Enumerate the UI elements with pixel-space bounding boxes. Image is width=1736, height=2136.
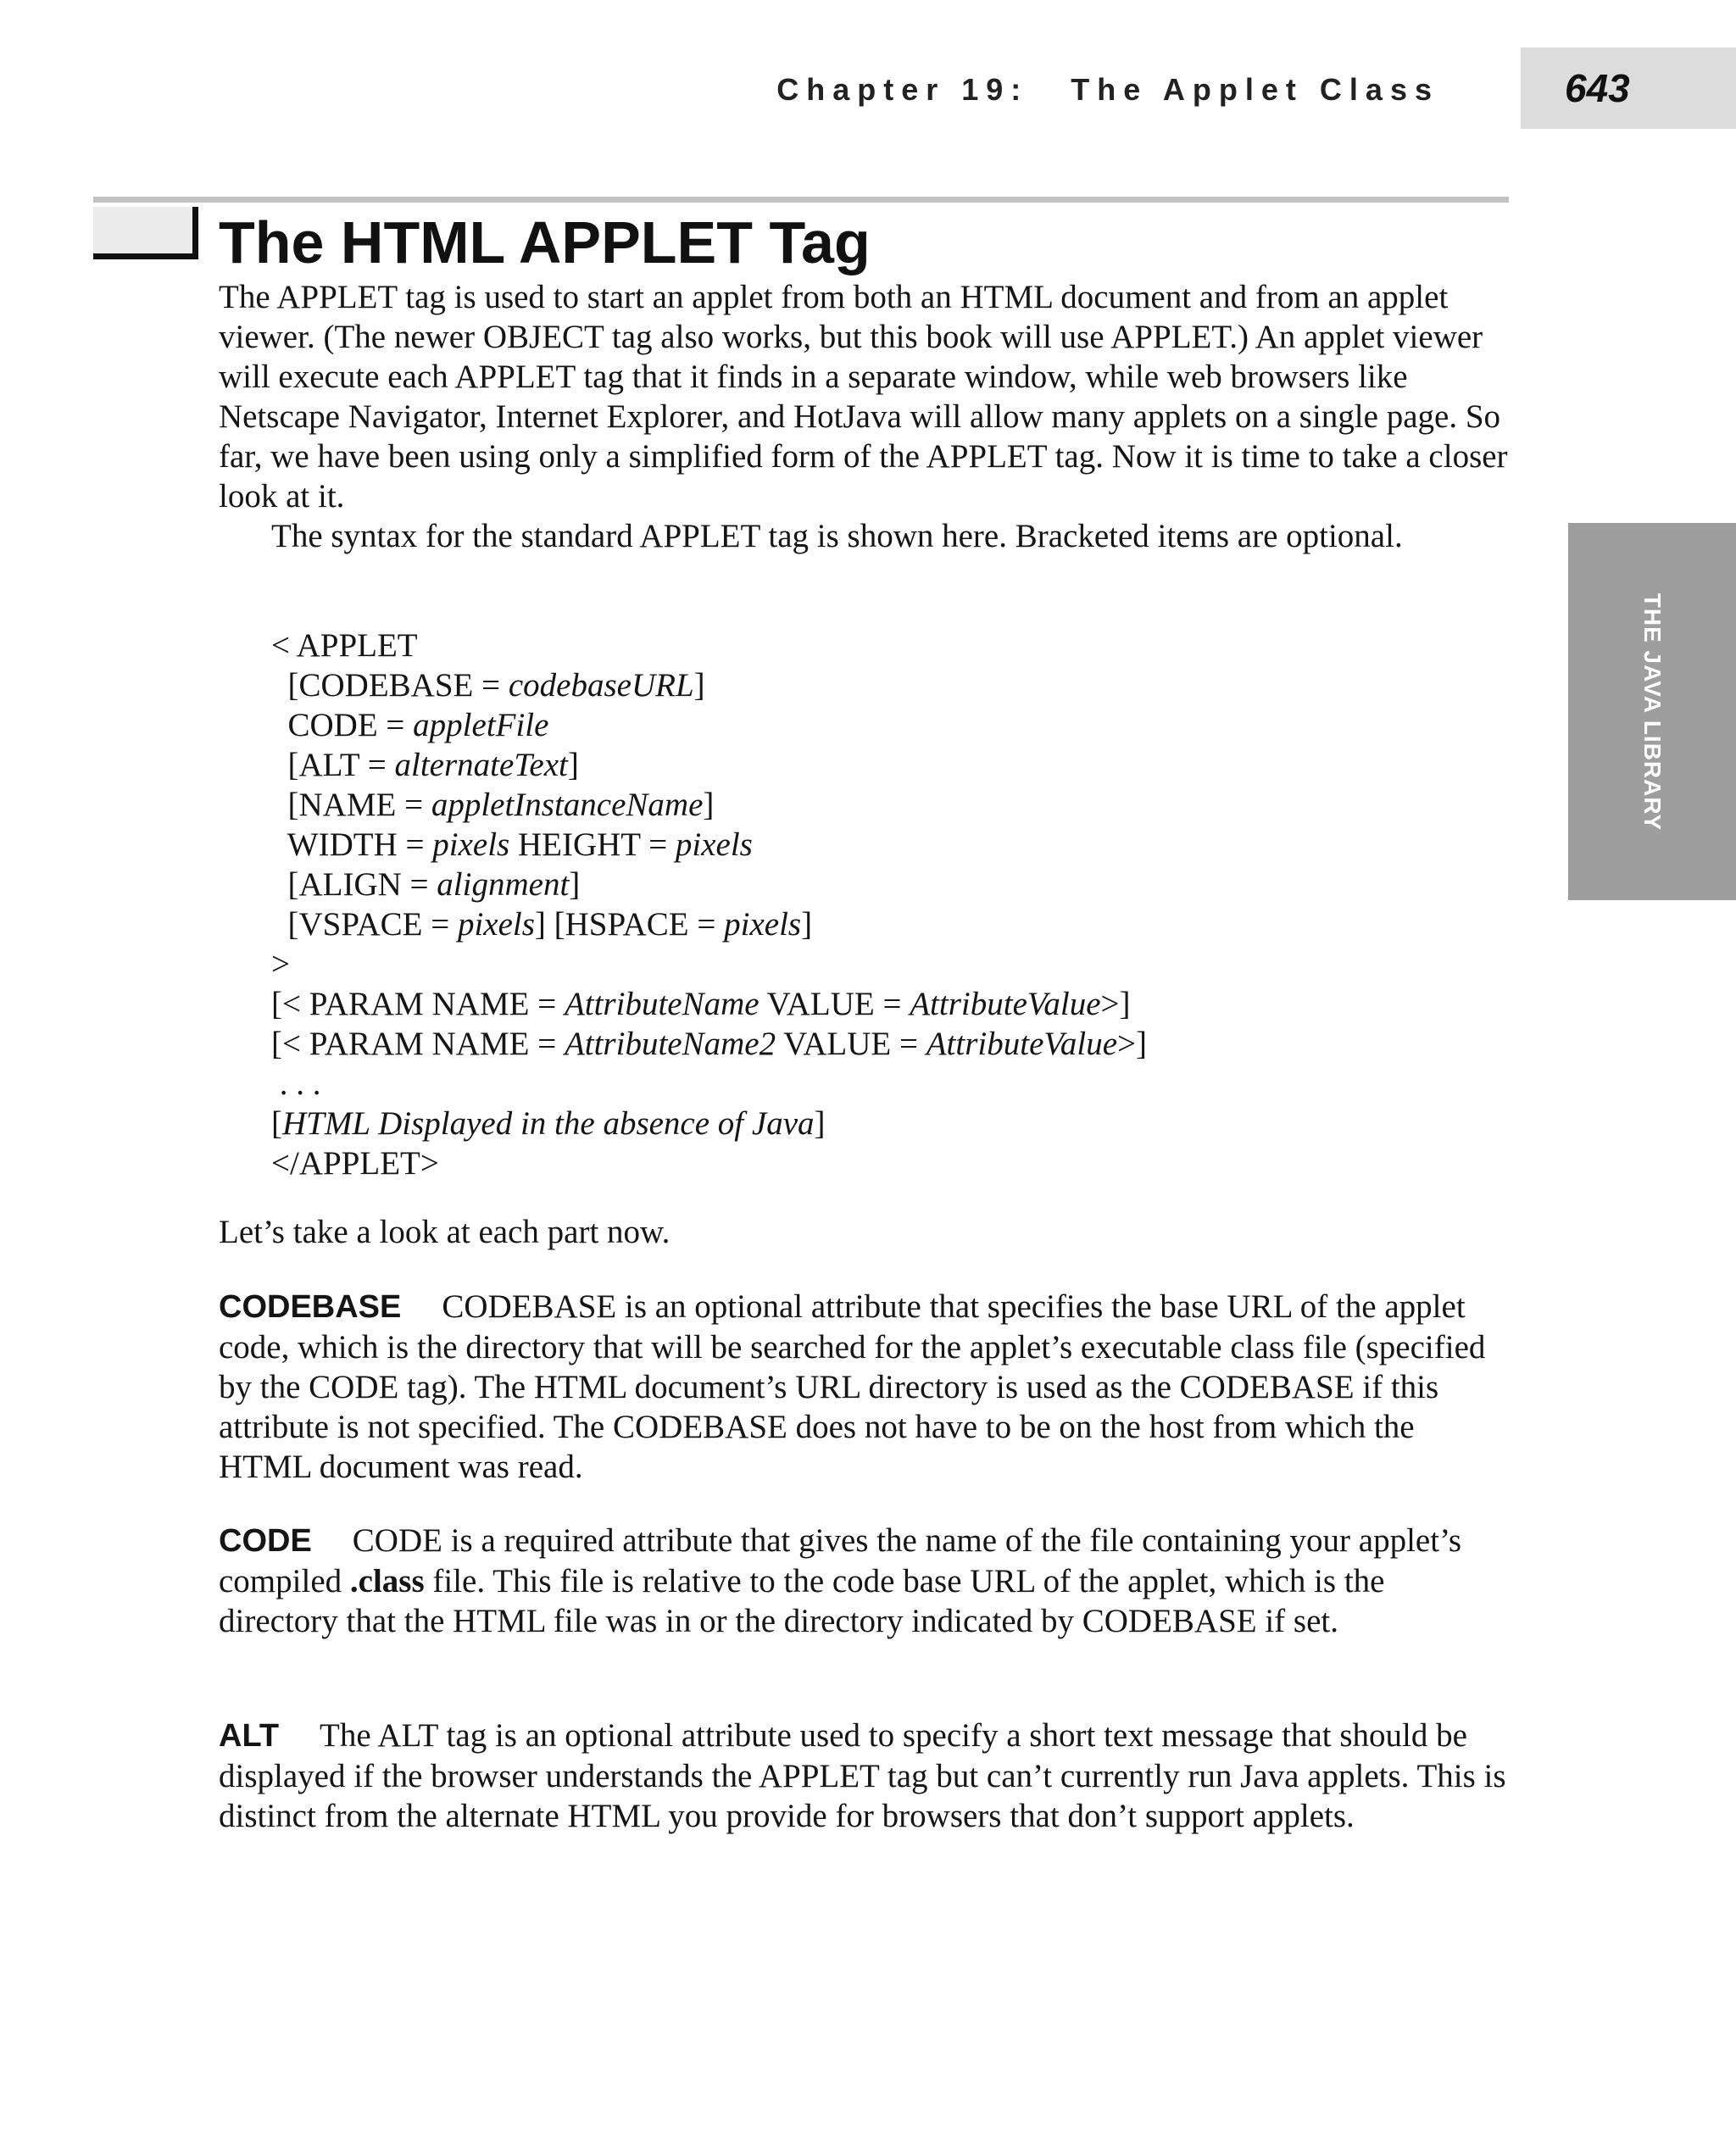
lead-sentence: Let’s take a look at each part now. xyxy=(219,1214,670,1250)
syntax-line: </APPLET> xyxy=(271,1145,439,1182)
class-extension: .class xyxy=(349,1563,425,1599)
page-number: 643 xyxy=(1521,47,1736,129)
codebase-description: CODEBASE is an optional attribute that specifies the base URL of the applet code, which is the directory that will be searched for the applet’s executable class file (specified by the CODE tag). The HTML document’s URL directory is used as the CODEBASE if this attribute is not specified. The CODEBASE does not have to be on the host from which the HTML document was read. xyxy=(219,1288,1486,1485)
side-thumb-tab-label: THE JAVA LIBRARY xyxy=(1639,592,1666,831)
syntax-line: [CODEBASE = codebaseURL] xyxy=(287,667,705,704)
syntax-line: CODE = appletFile xyxy=(287,707,549,743)
alt-paragraph xyxy=(219,1716,1509,1836)
intro-paragraph-2: The syntax for the standard APPLET tag is shown here. Bracketed items are optional. xyxy=(271,518,1403,554)
heading-rule xyxy=(93,197,1509,203)
side-thumb-tab xyxy=(1568,523,1736,900)
section-title: The HTML APPLET Tag xyxy=(219,209,871,275)
syntax-line: > xyxy=(271,946,290,982)
syntax-line: . . . xyxy=(279,1065,321,1102)
alt-description: The ALT tag is an optional attribute used to specify a short text message that should be displayed if the browser understands the APPLET tag but can’t currently run Java applets. This is distinct from the alternate HTML you provide for browsers that don’t support applets. xyxy=(219,1717,1506,1834)
heading-box-icon xyxy=(93,207,198,259)
code-description: CODE is a required attribute that gives the name of the file containing your applet’s compiled xyxy=(219,1522,1462,1599)
code-paragraph xyxy=(219,1521,1509,1641)
syntax-line: [< PARAM NAME = AttributeName2 VALUE = AttributeValue>] xyxy=(271,1026,1148,1062)
syntax-line: [HTML Displayed in the absence of Java] xyxy=(271,1105,826,1142)
syntax-line: [VSPACE = pixels] [HSPACE = pixels] xyxy=(287,906,813,943)
code-term: CODE xyxy=(219,1523,312,1559)
syntax-line: [NAME = appletInstanceName] xyxy=(287,787,715,823)
running-head xyxy=(776,66,1439,114)
syntax-line: [ALIGN = alignment] xyxy=(287,866,581,903)
codebase-term: CODEBASE xyxy=(219,1289,402,1325)
alt-term: ALT xyxy=(219,1718,280,1754)
code-description-cont: file. This file is relative to the code base URL of the applet, which is the directory that the HTML file was in or the directory indicated by CODEBASE if set. xyxy=(219,1563,1385,1639)
syntax-line: [ALT = alternateText] xyxy=(287,747,579,783)
intro-text xyxy=(219,277,1509,556)
syntax-line: [< PARAM NAME = AttributeName VALUE = AttributeValue>] xyxy=(271,986,1131,1022)
syntax-block xyxy=(271,626,1147,1183)
chapter-title: The Applet Class xyxy=(1071,72,1439,107)
codebase-paragraph xyxy=(219,1287,1509,1487)
syntax-line: < APPLET xyxy=(271,627,418,664)
intro-paragraph-1: The APPLET tag is used to start an applet from both an HTML document and from an applet viewer. (The newer OBJECT tag also works, but this book will use APPLET.) An applet viewer will execute each APPLET tag that it finds in a separate window, while web browsers like Netscape Navigator, Internet Explorer, and HotJava will allow many applets on a single page. So far, we have been using only a simplified form of the APPLET tag. Now it is time to take a closer look at it. xyxy=(219,279,1508,515)
chapter-label: Chapter 19: xyxy=(776,72,1029,107)
syntax-line: WIDTH = pixels HEIGHT = pixels xyxy=(287,826,753,863)
